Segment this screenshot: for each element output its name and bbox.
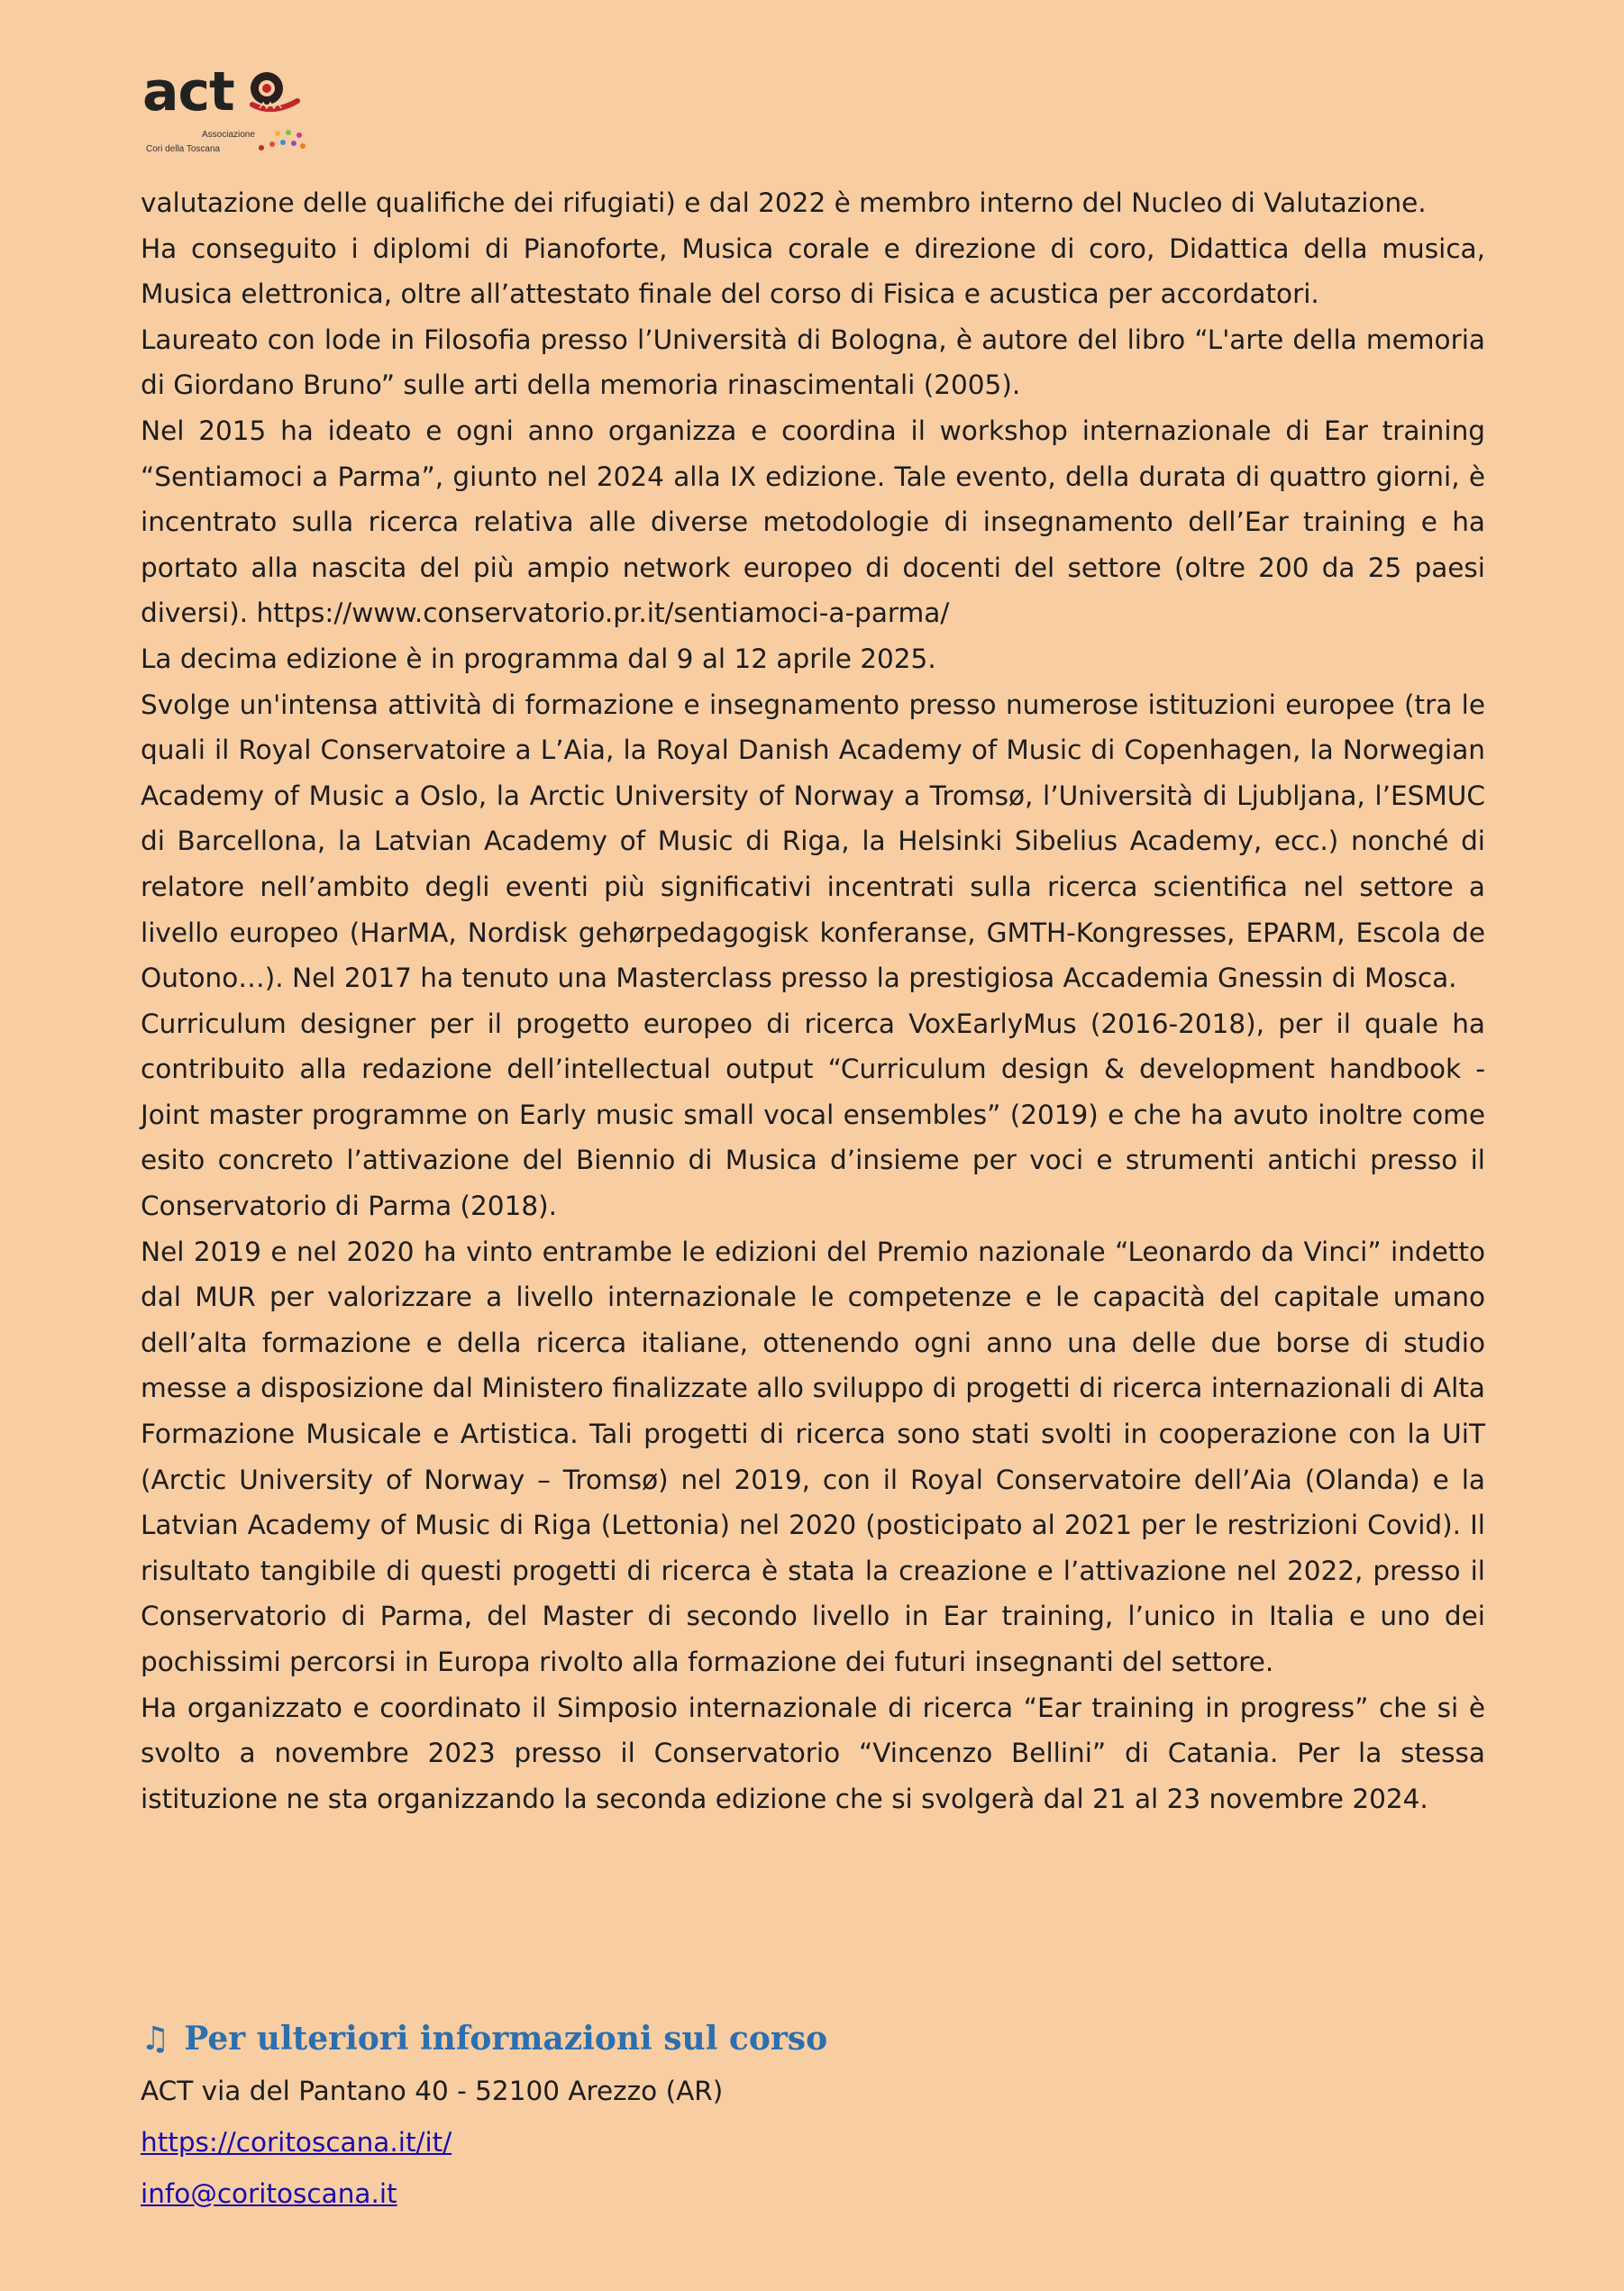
logo-dots-icon [252, 128, 306, 155]
biography-text [141, 180, 1485, 1821]
info-heading-text: Per ulteriori informazioni sul corso [184, 2020, 828, 2058]
email-link[interactable]: info@coritoscana.it [141, 2178, 397, 2209]
paragraph: Svolge un'intensa attività di formazione e insegnamento presso numerose istituzioni europee (tra le quali il Royal Conservatoire a L’Aia, la Royal Danish Academy of Music di Copenhagen, la Norwegian Academy of Music a Oslo, la Arctic University of Norway a Tromsø, l’Università di Ljubljana, l’ESMUC di Barcellona, la Latvian Academy of Music di Riga, la Helsinki Sibelius Academy, ecc.) nonché di relatore nell’ambito degli eventi più significativi incentrati sulla ricerca scientifica nel settore a livello europeo (HarMA, Nordisk gehørpedagogisk konferanse, GMTH-Kongresses, EPARM, Escola de Outono…). Nel 2017 ha tenuto una Masterclass presso la prestigiosa Accademia Gnessin di Mosca. [141, 689, 1485, 994]
logo-subtitle-line2: Cori della Toscana [146, 144, 221, 154]
paragraph: Ha organizzato e coordinato il Simposio internazionale di ricerca “Ear training in progress” che si è svolto a novembre 2023 presso il Conservatorio “Vincenzo Bellini” di Catania. Per la stessa istituzione ne sta organizzando la seconda edizione che si svolgerà dal 21 al 23 novembre 2024. [141, 1692, 1485, 1814]
paragraph: Ha conseguito i diplomi di Pianoforte, Musica corale e direzione di coro, Didattica della musica, Musica elettronica, oltre all’attestato finale del corso di Fisica e acustica per accordatori. [141, 233, 1485, 310]
paragraph: Laureato con lode in Filosofia presso l’Università di Bologna, è autore del libro “L'arte della memoria di Giordano Bruno” sulle arti della memoria rinascimentali (2005). [141, 324, 1485, 401]
info-section [141, 2012, 1485, 2220]
music-note-icon: ♫ [141, 2020, 170, 2058]
paragraph: La decima edizione è in programma dal 9 al 12 aprile 2025. [141, 643, 936, 674]
paragraph: valutazione delle qualifiche dei rifugiati) e dal 2022 è membro interno del Nucleo di Valutazione. [141, 187, 1427, 218]
logo-emblem-icon [243, 68, 301, 126]
logo [142, 60, 323, 164]
logo-wordmark: act [142, 60, 234, 123]
logo-subtitle-line1: Associazione [202, 130, 255, 140]
paragraph: Nel 2015 ha ideato e ogni anno organizza e coordina il workshop internazionale di Ear training “Sentiamoci a Parma”, giunto nel 2024 alla IX edizione. Tale evento, della durata di quattro giorni, è incentrato sulla ricerca relativa alle diverse metodologie di insegnamento dell’Ear training e ha portato alla nascita del più ampio network europeo di docenti del settore (oltre 200 da 25 paesi diversi). https://www.conservatorio.pr.it/sentiamoci-a-parma/ [141, 415, 1485, 629]
address: ACT via del Pantano 40 - 52100 Arezzo (AR) [141, 2076, 724, 2106]
website-link[interactable]: https://coritoscana.it/it/ [141, 2127, 452, 2158]
paragraph: Curriculum designer per il progetto europeo di ricerca VoxEarlyMus (2016-2018), per il quale ha contribuito alla redazione dell’intellectual output “Curriculum design & development handbook - Joint master programme on Early music small vocal ensembles” (2019) e che ha avuto inoltre come esito concreto l’attivazione del Biennio di Musica d’insieme per voci e strumenti antichi presso il Conservatorio di Parma (2018). [141, 1008, 1485, 1222]
paragraph: Nel 2019 e nel 2020 ha vinto entrambe le edizioni del Premio nazionale “Leonardo da Vinci” indetto dal MUR per valorizzare a livello internazionale le competenze e le capacità del capitale umano dell’alta formazione e della ricerca italiane, ottenendo ogni anno una delle due borse di studio messe a disposizione dal Ministero finalizzate allo sviluppo di progetti di ricerca internazionali di Alta Formazione Musicale e Artistica. Tali progetti di ricerca sono stati svolti in cooperazione con la UiT (Arctic University of Norway – Tromsø) nel 2019, con il Royal Conservatoire dell’Aia (Olanda) e la Latvian Academy of Music di Riga (Lettonia) nel 2020 (posticipato al 2021 per le restrizioni Covid). Il risultato tangibile di questi progetti di ricerca è stata la creazione e l’attivazione nel 2022, presso il Conservatorio di Parma, del Master di secondo livello in Ear training, l’unico in Italia e uno dei pochissimi percorsi in Europa rivolto alla formazione dei futuri insegnanti del settore. [141, 1236, 1485, 1677]
info-heading [141, 2012, 1485, 2066]
